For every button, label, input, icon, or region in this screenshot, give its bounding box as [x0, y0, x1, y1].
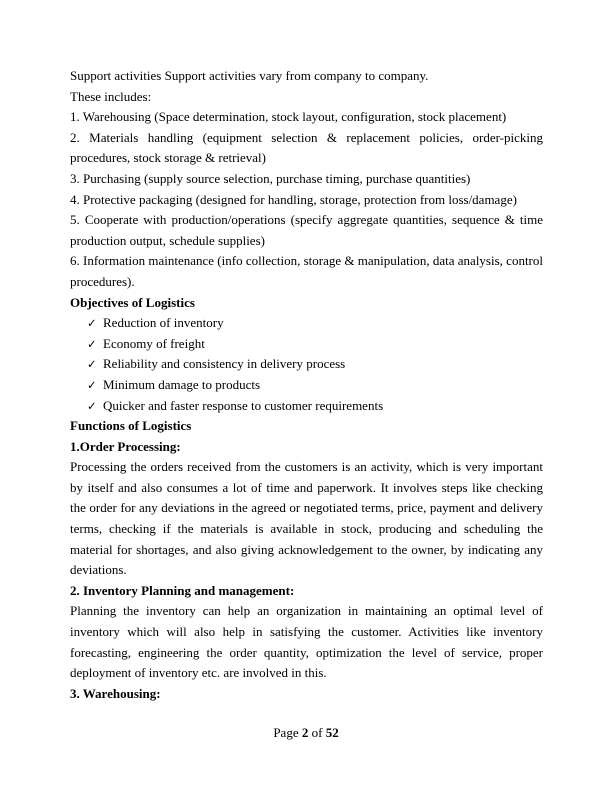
list-item-warehousing: 1. Warehousing (Space determination, stock layout, configuration, stock placement) — [70, 109, 507, 125]
list-item — [70, 354, 543, 375]
page-content — [70, 66, 543, 704]
list-item — [70, 334, 543, 355]
footer-middle: of — [308, 725, 326, 740]
check-icon: ✓ — [87, 398, 97, 413]
list-item — [70, 375, 543, 396]
check-icon: ✓ — [87, 336, 97, 351]
footer-total-pages: 52 — [325, 725, 339, 740]
footer-prefix: Page — [273, 725, 302, 740]
paragraph-order-processing: Processing the orders received from the customers is an activity, which is very important by itself and also consumes a lot of time and paperwork. It involves steps like checking the order for any deviations in the agreed or negotiated terms, price, payment and delivery terms, checking if the materials is available in stock, producing and scheduling the material for shortages, and also giving acknowledgement to the owner, by indicating any deviations. — [70, 459, 543, 578]
list-item-cooperate-production: 5. Cooperate with production/operations (specify aggregate quantities, sequence & time production output, schedule supplies) — [70, 212, 543, 248]
list-item-label: Reduction of inventory — [103, 315, 224, 331]
list-item-label: Reliability and consistency in delivery process — [103, 356, 346, 372]
list-item — [70, 313, 543, 334]
list-item-information-maintenance: 6. Information maintenance (info collection, storage & manipulation, data analysis, control procedures). — [70, 253, 543, 289]
paragraph-these-includes: These includes: — [70, 88, 152, 104]
heading-inventory-planning: 2. Inventory Planning and management: — [70, 582, 295, 598]
heading-functions-of-logistics: Functions of Logistics — [70, 418, 192, 434]
page-footer — [0, 723, 612, 744]
list-item-materials-handling: 2. Materials handling (equipment selection & replacement policies, order-picking procedures, stock storage & retrieval) — [70, 129, 543, 166]
paragraph-intro: Support activities Support activities vary from company to company. — [70, 68, 429, 83]
list-item-label: Quicker and faster response to customer requirements — [103, 397, 384, 413]
list-item-label: Minimum damage to products — [103, 376, 261, 392]
paragraph-inventory-planning: Planning the inventory can help an organization in maintaining an optimal level of inventory which will also help in satisfying the customer. Activities like inventory forecasting, engineering the order quantity, optimization the level of service, proper deployment of inventory etc. are involved in this. — [70, 603, 543, 681]
list-item-label: Economy of freight — [103, 335, 205, 351]
check-icon: ✓ — [87, 377, 97, 392]
list-item — [70, 396, 543, 417]
footer-page-number: 2 — [301, 725, 309, 740]
check-icon: ✓ — [87, 316, 97, 331]
heading-objectives-of-logistics: Objectives of Logistics — [70, 294, 195, 310]
check-icon: ✓ — [87, 357, 97, 372]
heading-order-processing: 1.Order Processing: — [70, 438, 181, 454]
heading-warehousing: 3. Warehousing: — [70, 685, 161, 701]
objectives-list — [70, 313, 543, 416]
list-item-protective-packaging: 4. Protective packaging (designed for handling, storage, protection from loss/damage) — [70, 191, 517, 207]
list-item-purchasing: 3. Purchasing (supply source selection, purchase timing, purchase quantities) — [70, 170, 471, 186]
